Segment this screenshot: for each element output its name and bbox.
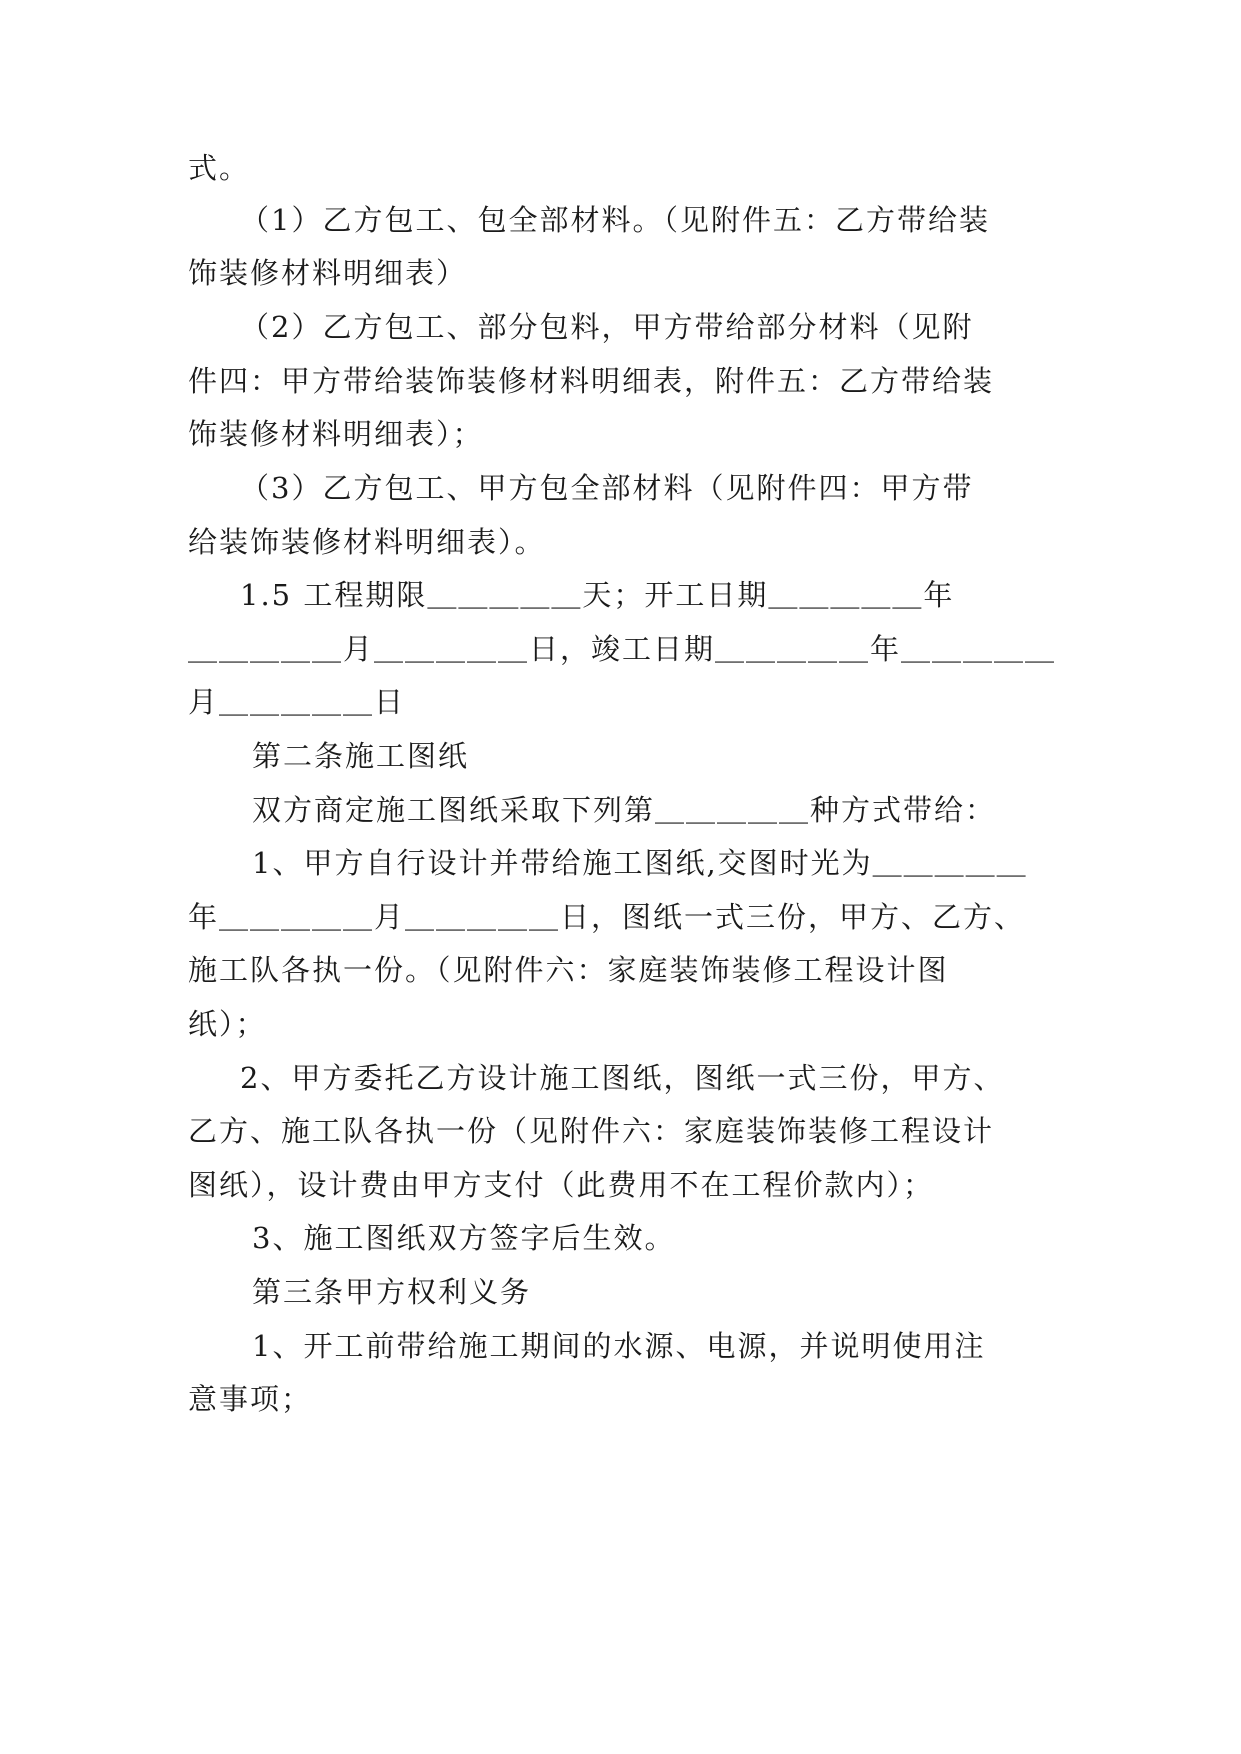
text-line: 式。 bbox=[188, 151, 251, 185]
text-line: 饰装修材料明细表）； bbox=[188, 417, 484, 451]
text-line: 年＿＿＿＿＿月＿＿＿＿＿日，图纸一式三份，甲方、乙方、 bbox=[188, 900, 1026, 934]
text-line: 1、开工前带给施工期间的水源、电源，并说明使用注 bbox=[252, 1329, 986, 1363]
text-line: 意事项； bbox=[188, 1382, 313, 1416]
section-heading: 第三条甲方权利义务 bbox=[252, 1275, 532, 1309]
section-heading: 第二条施工图纸 bbox=[252, 739, 470, 773]
text-line: 件四：甲方带给装饰装修材料明细表，附件五：乙方带给装 bbox=[188, 364, 995, 398]
text-line: 1.5 工程期限＿＿＿＿＿天；开工日期＿＿＿＿＿年 bbox=[240, 578, 955, 612]
text-line: 给装饰装修材料明细表）。 bbox=[188, 525, 546, 559]
text-line: 月＿＿＿＿＿日 bbox=[188, 685, 406, 719]
text-line: 纸）； bbox=[188, 1007, 267, 1041]
text-line: （2）乙方包工、部分包料，甲方带给部分材料（见附 bbox=[240, 310, 974, 344]
text-line: 3、施工图纸双方签字后生效。 bbox=[252, 1221, 676, 1255]
text-line: 饰装修材料明细表） bbox=[188, 256, 468, 290]
text-line: （3）乙方包工、甲方包全部材料（见附件四：甲方带 bbox=[240, 471, 974, 505]
text-line: 2、甲方委托乙方设计施工图纸，图纸一式三份，甲方、 bbox=[240, 1061, 1005, 1095]
text-line: ＿＿＿＿＿月＿＿＿＿＿日，竣工日期＿＿＿＿＿年＿＿＿＿＿ bbox=[188, 632, 1057, 666]
text-line: （1）乙方包工、包全部材料。（见附件五：乙方带给装 bbox=[240, 203, 990, 237]
text-line: 乙方、施工队各执一份（见附件六：家庭装饰装修工程设计 bbox=[188, 1114, 995, 1148]
text-line: 施工队各执一份。（见附件六：家庭装饰装修工程设计图 bbox=[188, 953, 949, 987]
text-line: 1、甲方自行设计并带给施工图纸,交图时光为＿＿＿＿＿ bbox=[252, 846, 1028, 880]
text-line: 双方商定施工图纸采取下列第＿＿＿＿＿种方式带给： bbox=[252, 793, 997, 827]
text-line: 图纸），设计费由甲方支付（此费用不在工程价款内）； bbox=[188, 1168, 935, 1202]
